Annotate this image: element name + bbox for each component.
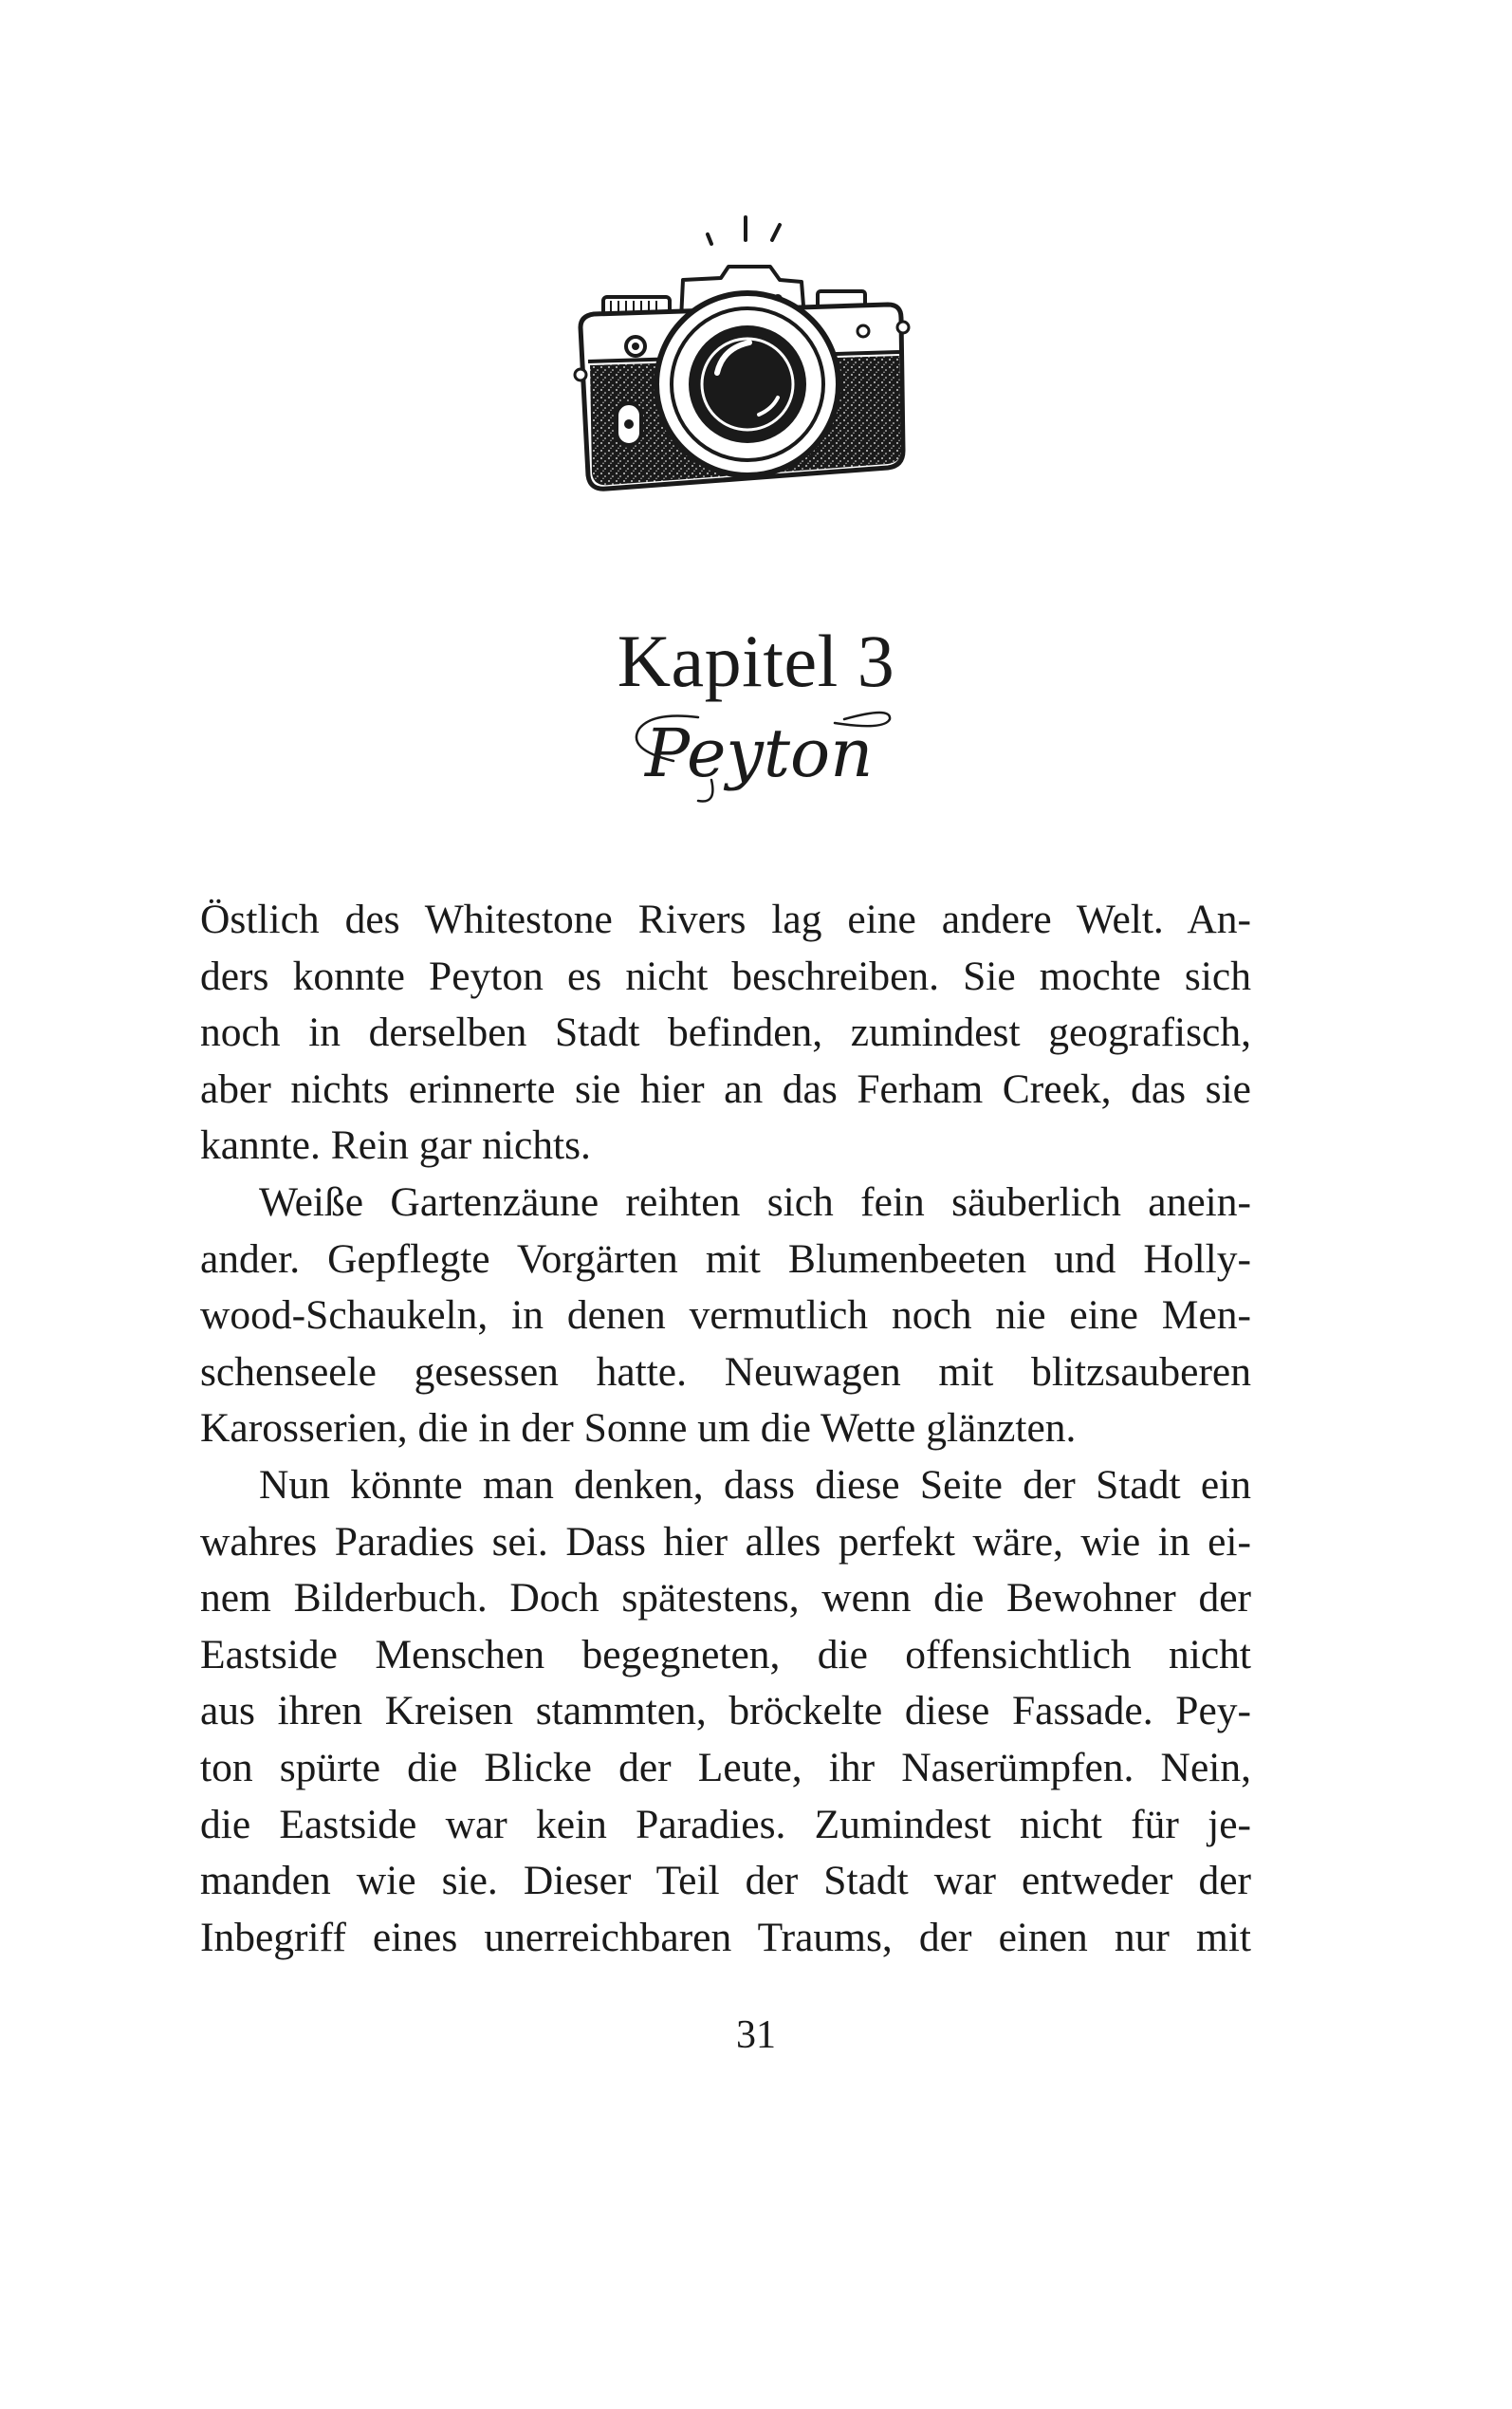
text-line: ander. Gepflegte Vorgärten mit Blumenbeeten und Holly- bbox=[200, 1235, 1251, 1282]
camera-ornament-icon bbox=[569, 213, 911, 527]
text-line: kannte. Rein gar nichts. bbox=[200, 1122, 591, 1169]
text-line: Weiße Gartenzäune reihten sich fein säuberlich anein- bbox=[259, 1178, 1251, 1225]
text-line: Östlich des Whitestone Rivers lag eine andere Welt. An- bbox=[200, 897, 1251, 942]
chapter-subtitle bbox=[607, 702, 911, 806]
text-line: manden wie sie. Dieser Teil der Stadt war entweder der bbox=[200, 1858, 1251, 1904]
text-line: Inbegriff eines unerreichbaren Traums, der einen nur mit bbox=[200, 1914, 1251, 1960]
paragraph bbox=[200, 1175, 1251, 1457]
page-number: 31 bbox=[736, 2013, 776, 2057]
text-line: noch in derselben Stadt befinden, zumindest geografisch, bbox=[200, 1010, 1251, 1056]
chapter-subtitle-text: Peyton bbox=[645, 714, 874, 792]
paragraph bbox=[200, 1457, 1251, 1966]
text-line: schenseele gesessen hatte. Neuwagen mit blitzsauberen bbox=[200, 1348, 1251, 1395]
chapter-title: Kapitel 3 bbox=[617, 620, 895, 702]
text-line: aus ihren Kreisen stammten, bröckelte diese Fassade. Pey- bbox=[200, 1688, 1251, 1734]
text-line: Eastside Menschen begegneten, die offensichtlich nicht bbox=[200, 1631, 1251, 1677]
text-line: aber nichts erinnerte sie hier an das Ferham Creek, das sie bbox=[200, 1066, 1251, 1112]
body-text bbox=[200, 892, 1251, 1966]
text-line: die Eastside war kein Paradies. Zumindest nicht für je- bbox=[200, 1801, 1251, 1847]
text-line: ders konnte Peyton es nicht beschreiben. Sie mochte sich bbox=[200, 953, 1251, 999]
text-line: wahres Paradies sei. Dass hier alles perfekt wäre, wie in ei- bbox=[200, 1518, 1251, 1565]
text-line: nem Bilderbuch. Doch spätestens, wenn die Bewohner der bbox=[200, 1575, 1251, 1621]
text-line: wood-Schaukeln, in denen vermutlich noch nie eine Men- bbox=[200, 1292, 1251, 1339]
text-line: Karosserien, die in der Sonne um die Wette glänzten. bbox=[200, 1405, 1077, 1452]
text-line: Nun könnte man denken, dass diese Seite der Stadt ein bbox=[259, 1461, 1251, 1508]
paragraph bbox=[200, 892, 1251, 1175]
text-line: ton spürte die Blicke der Leute, ihr Naserümpfen. Nein, bbox=[200, 1744, 1251, 1790]
